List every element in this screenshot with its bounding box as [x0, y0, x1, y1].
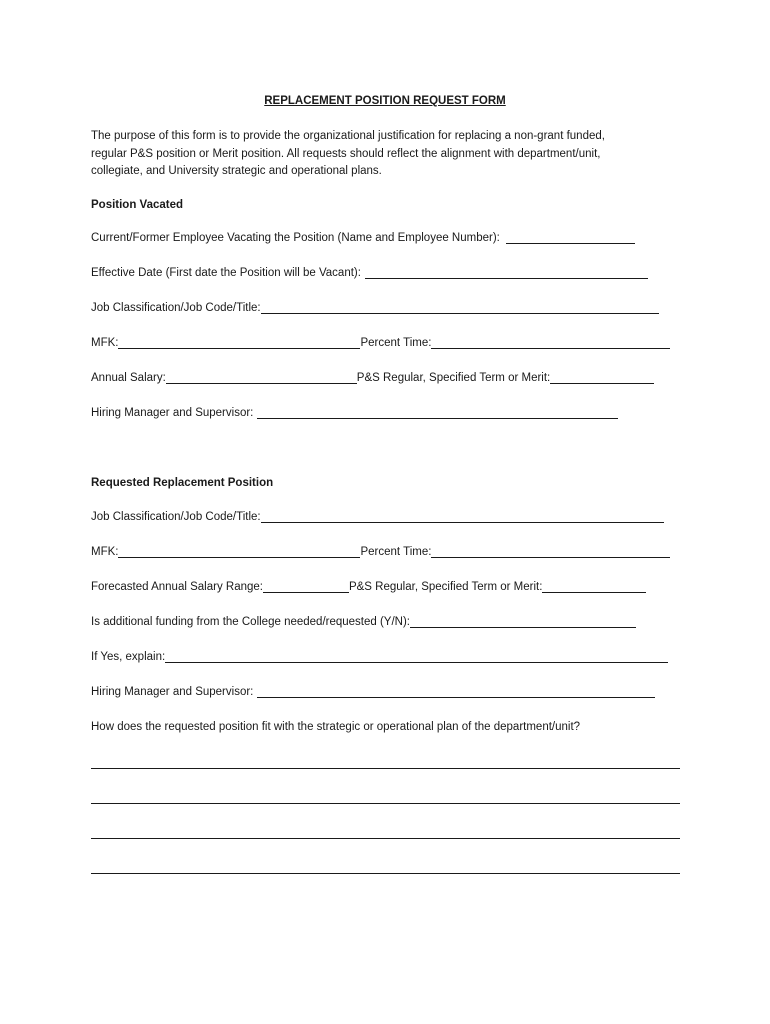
vacated-hiring-manager-field[interactable]	[257, 406, 618, 419]
employee-vacating-row	[91, 230, 635, 246]
vacated-mfk-row	[91, 335, 670, 351]
effective-date-row	[91, 265, 648, 281]
replacement-ps-regular-label: P&S Regular, Specified Term or Merit:	[348, 581, 543, 593]
strategic-fit-answer-line[interactable]	[91, 838, 680, 839]
replacement-ps-regular-field[interactable]	[542, 580, 646, 593]
intro-line: regular P&S position or Merit position. All requests should reflect the alignment with department/unit,	[91, 147, 601, 160]
replacement-percent-time-field[interactable]	[431, 545, 670, 558]
replacement-hiring-manager-row	[91, 684, 655, 700]
effective-date-label: Effective Date (First date the Position will be Vacant):	[91, 267, 361, 279]
vacated-hiring-manager-row	[91, 405, 618, 421]
annual-salary-field[interactable]	[166, 371, 357, 384]
if-yes-row	[91, 649, 668, 665]
annual-salary-label: Annual Salary:	[91, 372, 166, 384]
vacated-percent-time-label: Percent Time:	[360, 337, 432, 349]
vacated-job-class-label: Job Classification/Job Code/Title:	[91, 302, 261, 314]
vacated-mfk-field[interactable]	[118, 336, 360, 349]
strategic-fit-answer-line[interactable]	[91, 873, 680, 874]
replacement-job-class-row	[91, 509, 664, 525]
vacated-hiring-manager-label: Hiring Manager and Supervisor:	[91, 407, 254, 419]
if-yes-label: If Yes, explain:	[91, 651, 166, 663]
replacement-percent-time-label: Percent Time:	[360, 546, 432, 558]
salary-range-field[interactable]	[263, 580, 349, 593]
additional-funding-row	[91, 614, 636, 630]
strategic-fit-answer-line[interactable]	[91, 768, 680, 769]
vacated-job-class-field[interactable]	[261, 301, 659, 314]
vacated-ps-regular-field[interactable]	[550, 371, 654, 384]
section-heading-replacement: Requested Replacement Position	[91, 477, 274, 489]
additional-funding-field[interactable]	[410, 615, 636, 628]
replacement-job-class-field[interactable]	[261, 510, 664, 523]
intro-line: The purpose of this form is to provide the organizational justification for replacing a non-grant funded,	[91, 130, 605, 142]
replacement-job-class-label: Job Classification/Job Code/Title:	[91, 511, 261, 523]
annual-salary-row	[91, 370, 654, 386]
employee-vacating-field[interactable]	[506, 231, 635, 244]
form-title: REPLACEMENT POSITION REQUEST FORM	[264, 95, 506, 107]
additional-funding-label: Is additional funding from the College needed/requested (Y/N):	[91, 616, 411, 628]
intro-paragraph	[91, 128, 691, 181]
replacement-mfk-field[interactable]	[118, 545, 360, 558]
replacement-mfk-row	[91, 544, 670, 560]
strategic-fit-question: How does the requested position fit with the strategic or operational plan of the department/unit?	[91, 721, 581, 733]
employee-vacating-label: Current/Former Employee Vacating the Position (Name and Employee Number):	[91, 232, 500, 244]
strategic-fit-answer-line[interactable]	[91, 803, 680, 804]
salary-range-row	[91, 579, 646, 595]
replacement-hiring-manager-field[interactable]	[257, 685, 655, 698]
if-yes-field[interactable]	[165, 650, 668, 663]
section-heading-position-vacated: Position Vacated	[91, 199, 184, 211]
strategic-fit-row	[91, 719, 580, 735]
vacated-ps-regular-label: P&S Regular, Specified Term or Merit:	[356, 372, 551, 384]
vacated-mfk-label: MFK:	[91, 337, 119, 349]
vacated-job-class-row	[91, 300, 659, 316]
salary-range-label: Forecasted Annual Salary Range:	[91, 581, 263, 593]
replacement-mfk-label: MFK:	[91, 546, 119, 558]
effective-date-field[interactable]	[365, 266, 648, 279]
intro-line: collegiate, and University strategic and operational plans.	[91, 165, 382, 177]
vacated-percent-time-field[interactable]	[431, 336, 670, 349]
replacement-hiring-manager-label: Hiring Manager and Supervisor:	[91, 686, 254, 698]
